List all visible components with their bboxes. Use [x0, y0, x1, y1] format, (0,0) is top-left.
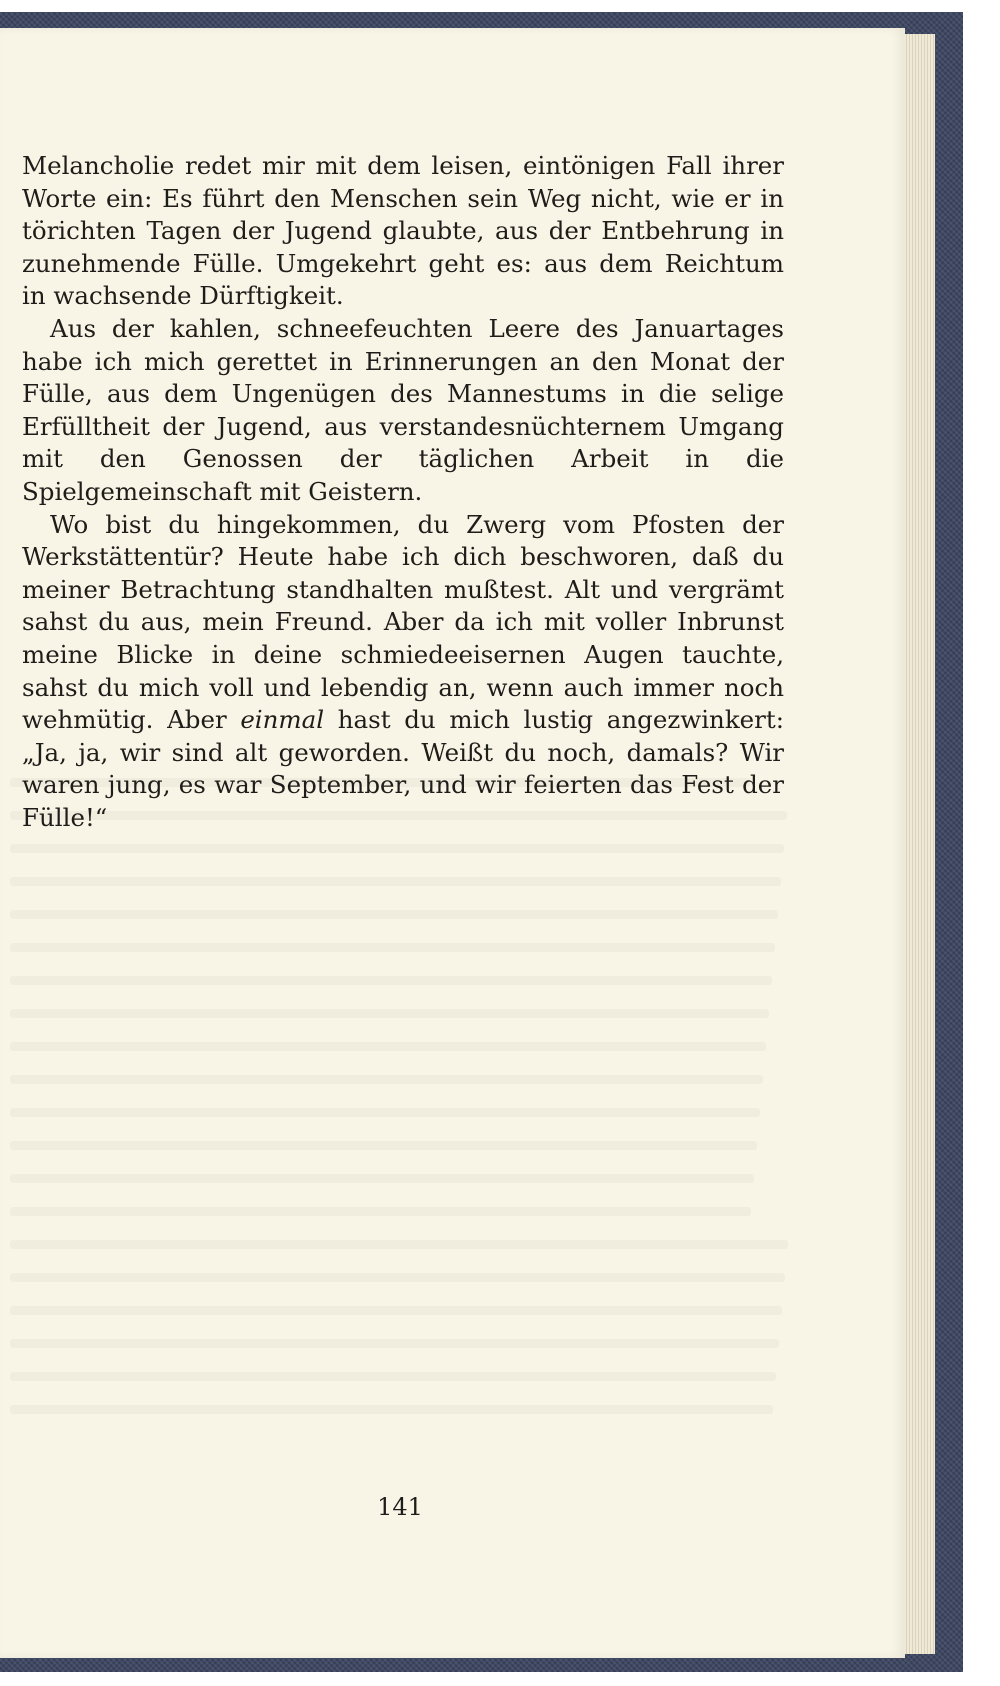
show-through-line [10, 1207, 751, 1216]
page-number: 141 [377, 1493, 423, 1521]
show-through-line [10, 943, 775, 952]
show-through-line [10, 1339, 779, 1348]
paragraph-3-start: Wo bist du hingekommen, du Zwerg vom Pfosten der Werkstättentür? Heute habe ich dich beschworen, daß du meiner Betrachtung standhalten mußtest. Alt und vergrämt sahst du aus, mein Freund. Aber da ich mit voller Inbrunst meine Blicke in deine schmiedeeisernen Augen tauchte, sahst du mich voll und lebendig an, wenn auch immer noch wehmütig. Aber [22, 509, 784, 735]
show-through-line [10, 1273, 785, 1282]
show-through-line [10, 844, 784, 853]
show-through-line [10, 1108, 760, 1117]
show-through-line [10, 1141, 757, 1150]
paragraph-2: Aus der kahlen, schneefeuchten Leere des Januartages habe ich mich gerettet in Erinnerungen an den Monat der Fülle, aus dem Ungenügen des Mannestums in die selige Erfülltheit der Jugend, aus verstandesnüchternem Umgang mit den Genossen der täglichen Arbeit in die Spielgemeinschaft mit Geistern. [22, 313, 784, 506]
show-through-line [10, 1306, 782, 1315]
show-through-line [10, 1405, 773, 1414]
show-through-line [10, 1174, 754, 1183]
show-through-line [10, 1372, 776, 1381]
show-through-line [10, 1009, 769, 1018]
body-text [22, 150, 784, 834]
show-through-line [10, 910, 778, 919]
show-through-line [10, 1042, 766, 1051]
book-page [0, 28, 905, 1658]
paragraph-1: Melancholie redet mir mit dem leisen, eintönigen Fall ihrer Worte ein: Es führt den Menschen sein Weg nicht, wie er in törichten Tagen der Jugend glaubte, aus der Entbehrung in zunehmende Fülle. Umgekehrt geht es: aus dem Reichtum in wachsende Dürftigkeit. [22, 151, 784, 311]
show-through-line [10, 1075, 763, 1084]
paragraph-3 [22, 509, 784, 835]
show-through-line [10, 976, 772, 985]
show-through-line [10, 877, 781, 886]
paragraph-3-end: hast du mich lustig angezwinkert: „Ja, ja, wir sind alt geworden. Weißt du noch, damals? Wir waren jung, es war September, und wir feierten das Fest der Fülle!“ [22, 705, 784, 832]
show-through-line [10, 1240, 788, 1249]
emphasis-word: einmal [240, 705, 325, 735]
